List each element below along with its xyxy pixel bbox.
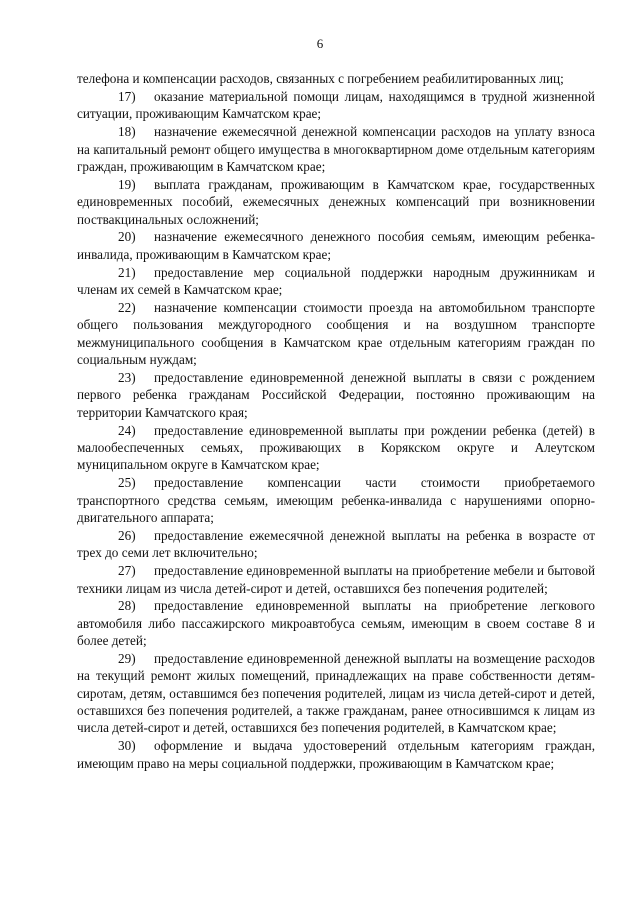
list-item-number: 29) xyxy=(118,651,136,667)
list-item xyxy=(77,474,595,526)
list-item-text: выплата гражданам, проживающим в Камчатском крае, государственных единовременных пособий, ежемесячных денежных компенсаций при возникновении поствакцинальных осложнений; xyxy=(77,176,595,227)
list-item xyxy=(77,650,595,737)
list-item-text: назначение ежемесячной денежной компенсации расходов на уплату взноса на капитальный ремонт общего имущества в многоквартирном доме отдельным категориям граждан, проживающим в Камчатском крае; xyxy=(77,124,595,174)
list-item xyxy=(77,123,595,175)
document-body xyxy=(77,70,595,773)
list-item xyxy=(77,369,595,421)
list-item xyxy=(77,527,595,562)
list-item xyxy=(77,299,595,368)
list-item xyxy=(77,264,595,299)
list-item-text: оформление и выдача удостоверений отдельным категориям граждан, имеющим право на меры социальной поддержки, проживающим в Камчатском крае; xyxy=(77,738,595,771)
list-item-number: 26) xyxy=(118,527,136,543)
list-item-text: оказание материальной помощи лицам, находящимся в трудной жизненной ситуации, проживающим Камчатском крае; xyxy=(77,88,595,122)
list-item-number: 25) xyxy=(118,475,136,491)
list-item-text: предоставление единовременной денежной выплаты на возмещение расходов на текущий ремонт жилых помещений, принадлежащих на праве собственности детям-сиротам, детям, оставшимся без попечения родителей, лицам из числа детей-сирот и детей, оставшихся без попечения родителей, а также гражданам, ранее относившимся к лицам из числа детей-сирот и детей, оставшихся без попечения родителей, в Камчатском крае; xyxy=(77,651,595,736)
list-item-text: назначение компенсации стоимости проезда на автомобильном транспорте общего пользования междугородного сообщения и на воздушном транспорте межмуниципального сообщения в Камчатском крае отдельным категориям граждан по социальным нуждам; xyxy=(77,300,595,368)
list-item-number: 28) xyxy=(118,598,136,614)
list-item-text: предоставление единовременной выплаты при рождении ребенка (детей) в малообеспеченных семьях, проживающих в Корякском округе и Алеутском муниципальном округе в Камчатском крае; xyxy=(77,422,595,473)
list-item-text: предоставление ежемесячной денежной выплаты на ребенка в возрасте от трех до семи лет включительно; xyxy=(77,527,595,561)
list-item-number: 23) xyxy=(118,370,136,385)
list-item-text: предоставление единовременной выплаты на приобретение легкового автомобиля либо пассажирского микроавтобуса семьям, имеющим в своем составе 8 и более детей; xyxy=(77,598,595,649)
page-number: 6 xyxy=(316,36,324,51)
list-item-number: 20) xyxy=(118,229,136,245)
list-item-number: 24) xyxy=(118,422,136,438)
list-item-text: предоставление единовременной денежной выплаты в связи с рождением первого ребенка гражданам Российской Федерации, постоянно проживающим на территории Камчатского края; xyxy=(77,370,595,420)
list-item-text: предоставление мер социальной поддержки народным дружинникам и членам их семей в Камчатском крае; xyxy=(77,264,595,298)
list-item xyxy=(77,597,595,649)
list-item xyxy=(77,176,595,228)
list-item-number: 22) xyxy=(118,300,136,316)
list-item xyxy=(77,737,595,772)
list-item-text: назначение ежемесячного денежного пособия семьям, имеющим ребенка-инвалида, проживающим в Камчатском крае; xyxy=(77,229,595,262)
list-item-text: предоставление единовременной выплаты на приобретение мебели и бытовой техники лицам из числа детей-сирот и детей, оставшихся без попечения родителей; xyxy=(77,563,595,596)
list-item-number: 21) xyxy=(118,264,136,280)
list-item-text: предоставление компенсации части стоимости приобретаемого транспортного средства семьям, имеющим ребенка-инвалида с нарушениями опорно-двигательного аппарата; xyxy=(77,475,595,525)
list-item-number: 30) xyxy=(118,738,136,754)
list-item xyxy=(77,228,595,263)
list-item-number: 19) xyxy=(118,176,136,192)
list-item xyxy=(77,422,595,474)
list-item-number: 18) xyxy=(118,124,136,140)
list-item xyxy=(77,562,595,597)
list-item-number: 17) xyxy=(118,88,136,104)
list-item-number: 27) xyxy=(118,563,136,579)
continued-paragraph xyxy=(77,70,595,87)
list-item-text: телефона и компенсации расходов, связанных с погребением реабилитированных лиц; xyxy=(77,71,564,86)
list-item xyxy=(77,88,595,123)
